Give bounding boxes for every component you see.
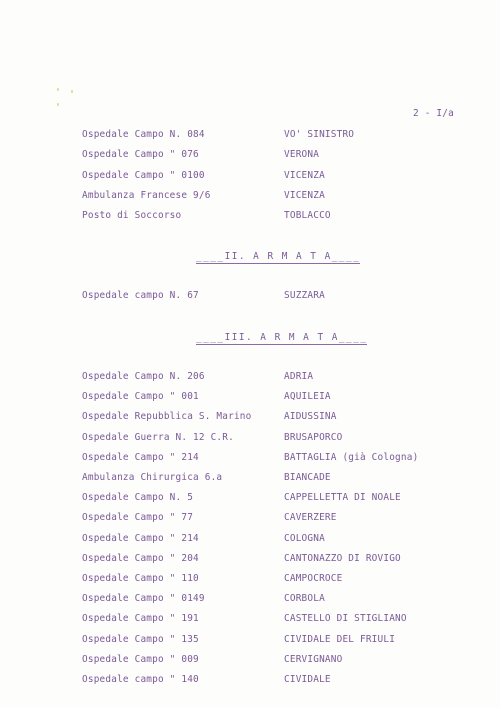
list-item	[82, 553, 462, 567]
unit-name: Ospedale Campo " 0100	[82, 169, 205, 181]
location-name: AIDUSSINA	[284, 411, 337, 423]
location-name: VERONA	[284, 149, 320, 161]
location-name: CIVIDALE DEL FRIULI	[284, 633, 396, 645]
paper-speck	[57, 88, 59, 91]
unit-name: Ospedale Campo " 214	[82, 451, 199, 463]
unit-name: Ospedale Guerra N. 12 C.R.	[82, 431, 234, 443]
location-name: BRUSAPORCO	[284, 431, 343, 443]
list-item	[82, 210, 462, 224]
list-item	[82, 533, 462, 547]
list-item	[82, 411, 462, 425]
location-name: CIVIDALE	[284, 674, 331, 685]
list-item	[82, 190, 462, 204]
list-item	[82, 654, 462, 668]
unit-name: Ospedale Campo N. 084	[82, 129, 205, 140]
location-name: CAPPELLETTA DI NOALE	[284, 492, 401, 504]
list-item	[82, 290, 462, 304]
unit-name: Ospedale Campo " 135	[82, 633, 199, 645]
unit-name: Ospedale campo N. 67	[82, 290, 199, 301]
list-item	[82, 492, 462, 506]
unit-name: Ospedale Campo " 110	[82, 573, 199, 584]
location-name: VICENZA	[284, 169, 325, 181]
paper-speck	[57, 103, 59, 106]
location-name: VO' SINISTRO	[284, 129, 355, 140]
list-item	[82, 149, 462, 163]
paper-speck	[71, 90, 73, 93]
location-name: CERVIGNANO	[284, 653, 343, 665]
location-name: AQUILEIA	[284, 391, 331, 403]
list-item	[82, 613, 462, 627]
section-title-second-army: ____II. A R M A T A____	[196, 251, 361, 262]
page-number: 2 - I/a	[413, 108, 454, 119]
unit-name: Ospedale Repubblica S. Marino	[82, 411, 252, 423]
location-name: CORBOLA	[284, 593, 325, 605]
list-item	[82, 674, 462, 688]
location-name: BATTAGLIA (già Cologna)	[284, 451, 419, 463]
unit-name: Ospedale Campo " 0149	[82, 593, 205, 605]
list-item	[82, 170, 462, 184]
list-item	[82, 472, 462, 486]
list-item	[82, 391, 462, 405]
location-name: CAMPOCROCE	[284, 573, 343, 584]
list-item	[82, 593, 462, 607]
unit-name: Ospedale Campo " 009	[82, 653, 199, 665]
location-name: CASTELLO DI STIGLIANO	[284, 613, 407, 625]
unit-name: Ambulanza Francese 9/6	[82, 189, 211, 201]
list-item	[82, 452, 462, 466]
unit-name: Ospedale Campo N. 5	[82, 492, 194, 504]
list-item	[82, 573, 462, 587]
unit-name: Ospedale Campo " 77	[82, 512, 194, 524]
unit-name: Ospedale Campo " 001	[82, 391, 199, 403]
section-title-third-army: ____III. A R M A T A____	[196, 332, 368, 343]
location-name: SUZZARA	[284, 290, 325, 301]
list-item	[82, 432, 462, 446]
location-name: COLOGNA	[284, 532, 325, 544]
location-name: CANTONAZZO DI ROVIGO	[284, 552, 401, 564]
list-item	[82, 129, 462, 143]
unit-name: Ospedale Campo " 076	[82, 149, 199, 161]
unit-name: Ospedale campo " 140	[82, 674, 199, 685]
location-name: CAVERZERE	[284, 512, 337, 524]
location-name: VICENZA	[284, 189, 325, 201]
list-item	[82, 512, 462, 526]
unit-name: Ospedale Campo N. 206	[82, 371, 205, 382]
list-item	[82, 634, 462, 648]
unit-name: Ospedale Campo " 214	[82, 532, 199, 544]
unit-name: Ospedale Campo " 204	[82, 552, 199, 564]
location-name: BIANCADE	[284, 472, 331, 483]
location-name: ADRIA	[284, 371, 314, 382]
unit-name: Posto di Soccorso	[82, 210, 182, 222]
list-item	[82, 371, 462, 385]
unit-name: Ospedale Campo " 191	[82, 613, 199, 625]
location-name: TOBLACCO	[284, 210, 331, 222]
unit-name: Ambulanza Chirurgica 6.a	[82, 472, 223, 483]
